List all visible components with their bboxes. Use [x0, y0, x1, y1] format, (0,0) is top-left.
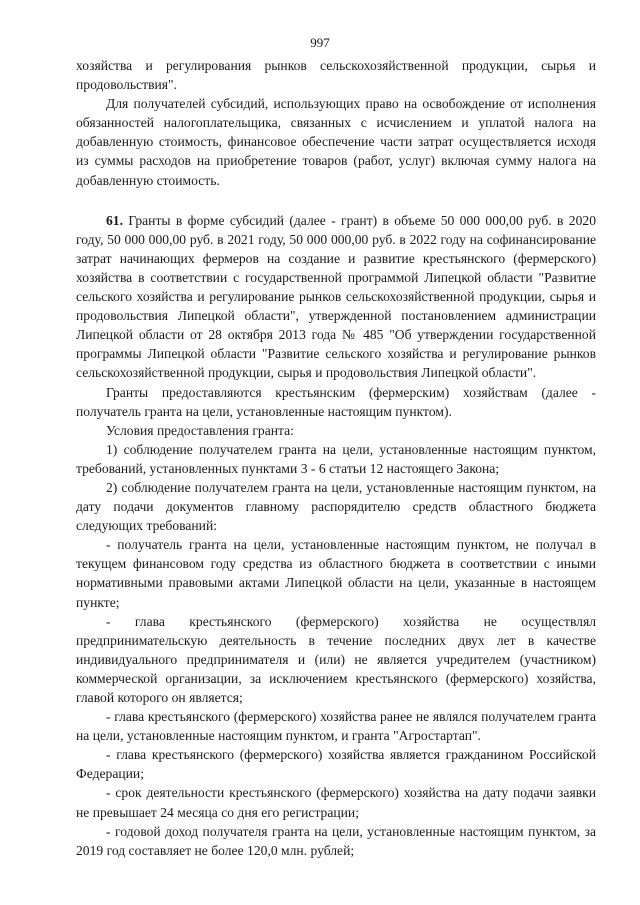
item-number: 61.	[106, 212, 123, 228]
paragraph-vat-note: Для получателей субсидий, использующих право на освобождение от исполнения обязанностей налогоплательщика, связанных с исчислением и уплатой налога на добавленную стоимость, финансовое обеспечение части затрат осуществляется исходя из суммы расходов на приобретение товаров (работ, услуг) включая сумму налога на добавленную стоимость.	[76, 96, 596, 188]
paragraph-requirement-income: - годовой доход получателя гранта на цели, установленные настоящим пунктом, за 2019 год составляет не более 120,0 млн. рублей;	[76, 823, 596, 858]
paragraph-conditions-heading: Условия предоставления гранта:	[106, 422, 294, 438]
paragraph-condition-2: 2) соблюдение получателем гранта на цели, установленные настоящим пунктом, на дату подачи документов главному распорядителю средств областного бюджета следующих требований:	[76, 479, 596, 534]
paragraph-continuation: хозяйства и регулирования рынков сельскохозяйственной продукции, сырья и продовольствия".	[76, 58, 596, 93]
paragraph-item-61	[76, 211, 596, 383]
page-number: 997	[310, 35, 330, 50]
paragraph-requirement-term: - срок деятельности крестьянского (фермерского) хозяйства на дату подачи заявки не превышает 24 месяца со дня его регистрации;	[76, 785, 596, 820]
item-61-text: Гранты в форме субсидий (далее - грант) в объеме 50 000 000,00 руб. в 2020 году, 50 000 000,00 руб. в 2021 году, 50 000 000,00 руб. в 2022 году на софинансирование затрат начинающих фермеров на создание и развитие крестьянского (фермерского) хозяйства в соответствии с государственной программой Липецкой области "Развитие сельского хозяйства и регулирование рынков сельскохозяйственной продукции, сырья и продовольствия Липецкой области", утвержденной постановлением администрации Липецкой области от 28 октября 2013 года № 485 "Об утверждении государственной программы Липецкой области "Развитие сельского хозяйства и регулирование рынков сельскохозяйственной продукции, сырья и продовольствия Липецкой области".	[76, 212, 596, 381]
paragraph-gap	[76, 190, 596, 211]
document-body	[76, 56, 596, 860]
paragraph-requirement-no-entrepreneur: - глава крестьянского (фермерского) хозяйства не осуществлял предпринимательскую деятельность в течение последних двух лет в качестве индивидуального предпринимателя и (или) не является учредителем (участником) коммерческой организации, за исключением крестьянского (фермерского) хозяйства, главой которого он является;	[76, 613, 596, 705]
paragraph-requirement-no-prior-grant: - глава крестьянского (фермерского) хозяйства ранее не являлся получателем гранта на цели, установленные настоящим пунктом, и гранта "Агростартап".	[76, 709, 596, 744]
paragraph-condition-1: 1) соблюдение получателем гранта на цели, установленные настоящим пунктом, требований, установленных пунктами 3 - 6 статьи 12 настоящего Закона;	[76, 441, 596, 476]
paragraph-requirement-no-other-funds: - получатель гранта на цели, установленные настоящим пунктом, не получал в текущем финансовом году средства из областного бюджета в соответствии с иными нормативными правовыми актами Липецкой области на цели, указанные в настоящем пункте;	[76, 537, 596, 610]
paragraph-requirement-citizen: - глава крестьянского (фермерского) хозяйства является гражданином Российской Федерации;	[76, 747, 596, 782]
paragraph-grant-recipients: Гранты предоставляются крестьянским (фермерским) хозяйствам (далее - получатель гранта на цели, установленные настоящим пунктом).	[76, 384, 596, 419]
